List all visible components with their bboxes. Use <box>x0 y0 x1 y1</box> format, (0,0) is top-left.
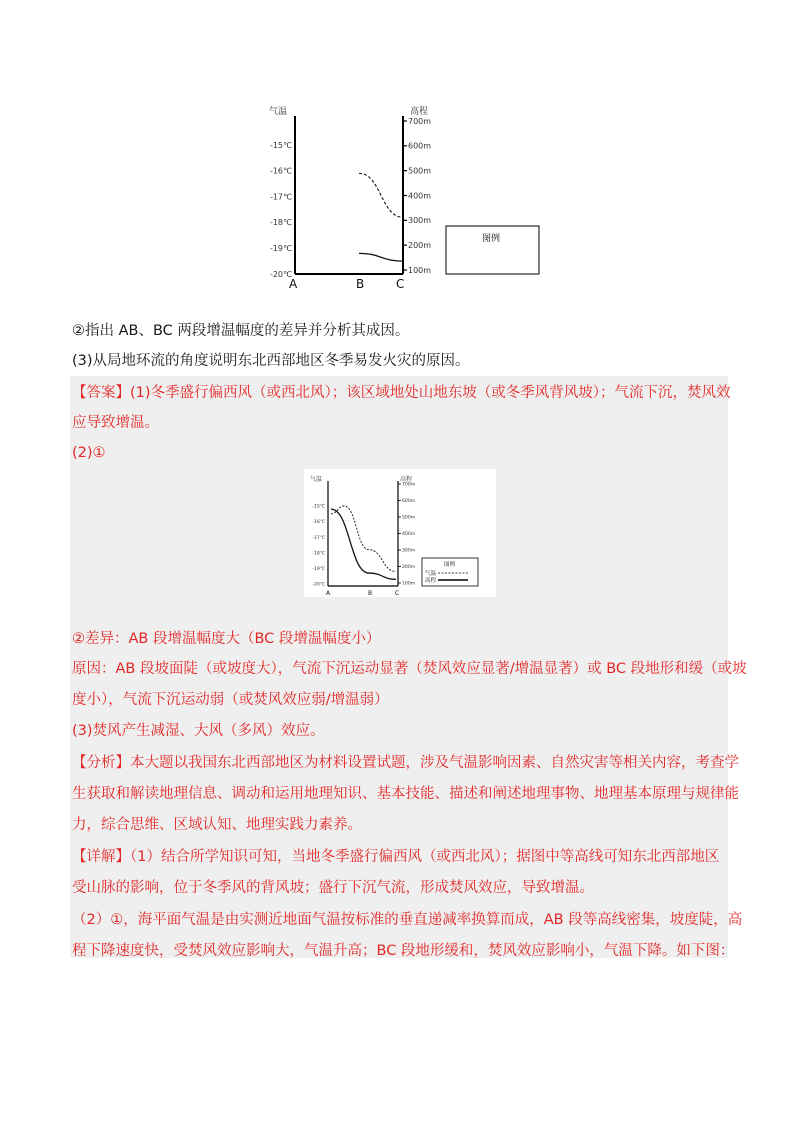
answer-2-label: (2)① <box>72 445 106 461</box>
question-3: (3)从局地环流的角度说明东北西部地区冬季易发火灾的原因。 <box>72 353 470 369</box>
right-tick-label: 100m <box>402 581 416 587</box>
legend-elev-label: 高程 <box>425 578 437 584</box>
legend-title: 图例 <box>482 234 501 244</box>
x-label-a: A <box>326 590 331 597</box>
left-tick-label: -16℃ <box>269 166 292 176</box>
x-label-c: C <box>395 590 400 597</box>
analysis-line-1: 【分析】本大题以我国东北西部地区为材料设置试题，涉及气温影响因素、自然灾害等相关内容，考查学 <box>72 755 739 771</box>
answer-3: (3)焚风产生减湿、大风（多风）效应。 <box>72 723 325 739</box>
difference-answer: ②差异：AB 段增温幅度大（BC 段增温幅度小） <box>72 631 381 647</box>
detail-line-1: 【详解】（1）结合所学知识可知，当地冬季盛行偏西风（或西北风）；据图中等高线可知东北西部地区 <box>72 849 720 865</box>
right-tick-label: 700m <box>402 482 416 488</box>
left-tick-label: -19℃ <box>312 567 325 573</box>
right-axis-label: 高程 <box>400 476 413 483</box>
right-tick-label: 600m <box>408 141 432 151</box>
right-tick-label: 100m <box>408 265 432 275</box>
right-tick-label: 700m <box>408 116 432 126</box>
x-label-a: A <box>289 277 298 290</box>
left-axis-label: 气温 <box>310 476 323 483</box>
answer-1-line-2: 应导致增温。 <box>72 415 159 431</box>
question-2-part-2: ②指出 AB、BC 两段增温幅度的差异并分析其成因。 <box>72 323 410 339</box>
left-tick-label: -18℃ <box>312 551 325 557</box>
x-label-b: B <box>368 590 373 597</box>
right-tick-label: 500m <box>408 166 432 176</box>
left-tick-label: -20℃ <box>269 269 292 279</box>
reason-line-2: 度小），气流下沉运动弱（或焚风效应弱/增温弱） <box>72 692 389 708</box>
answer-1-line-1: 【答案】(1)冬季盛行偏西风（或西北风）；该区域地处山地东坡（或冬季风背风坡）；气流下沉，焚风效 <box>72 385 731 401</box>
right-tick-label: 200m <box>408 240 432 250</box>
x-label-c: C <box>396 277 405 290</box>
x-label-b: B <box>356 277 365 290</box>
legend-temp-label: 气温 <box>425 571 437 577</box>
legend-title: 图例 <box>444 562 456 568</box>
left-tick-label: -17℃ <box>312 535 325 541</box>
left-axis-label: 气温 <box>269 107 288 117</box>
right-tick-label: 300m <box>402 548 416 554</box>
right-tick-label: 600m <box>402 499 416 505</box>
left-tick-label: -19℃ <box>269 244 292 253</box>
elevation-line <box>359 253 403 261</box>
left-tick-label: -17℃ <box>269 192 292 202</box>
left-tick-label: -16℃ <box>312 520 325 526</box>
reason-line-1: 原因：AB 段坡面陡（或坡度大），气流下沉运动显著（焚风效应显著/增温显著）或 BC 段地形和缓（或坡 <box>72 661 747 677</box>
detail-line-4: 程下降速度快，受焚风效应影响大，气温升高；BC 段地形缓和，焚风效应影响小，气温下降。如下图： <box>72 943 735 959</box>
right-tick-label: 200m <box>402 565 416 571</box>
analysis-line-3: 力，综合思维、区域认知、地理实践力素养。 <box>72 817 362 833</box>
right-tick-label: 300m <box>408 216 432 226</box>
left-tick-label: -20℃ <box>312 582 325 588</box>
detail-line-2: 受山脉的影响，位于冬季风的背风坡；盛行下沉气流，形成焚风效应，导致增温。 <box>72 880 594 896</box>
answer-chart <box>304 469 496 597</box>
right-tick-label: 400m <box>402 532 416 538</box>
right-tick-label: 500m <box>402 515 416 521</box>
left-tick-label: -18℃ <box>269 218 292 228</box>
question-chart <box>255 98 555 290</box>
temperature-line <box>359 173 403 217</box>
right-axis-label: 高程 <box>410 107 429 117</box>
left-tick-label: -15℃ <box>269 140 292 150</box>
detail-line-3: （2）①，海平面气温是由实测近地面气温按标准的垂直递减率换算而成，AB 段等高线密集，坡度陡，高 <box>72 912 743 928</box>
left-tick-label: -15℃ <box>312 504 325 510</box>
right-tick-label: 400m <box>408 191 432 201</box>
analysis-line-2: 生获取和解读地理信息、调动和运用地理知识、基本技能、描述和阐述地理事物、地理基本原理与规律能 <box>72 786 739 802</box>
